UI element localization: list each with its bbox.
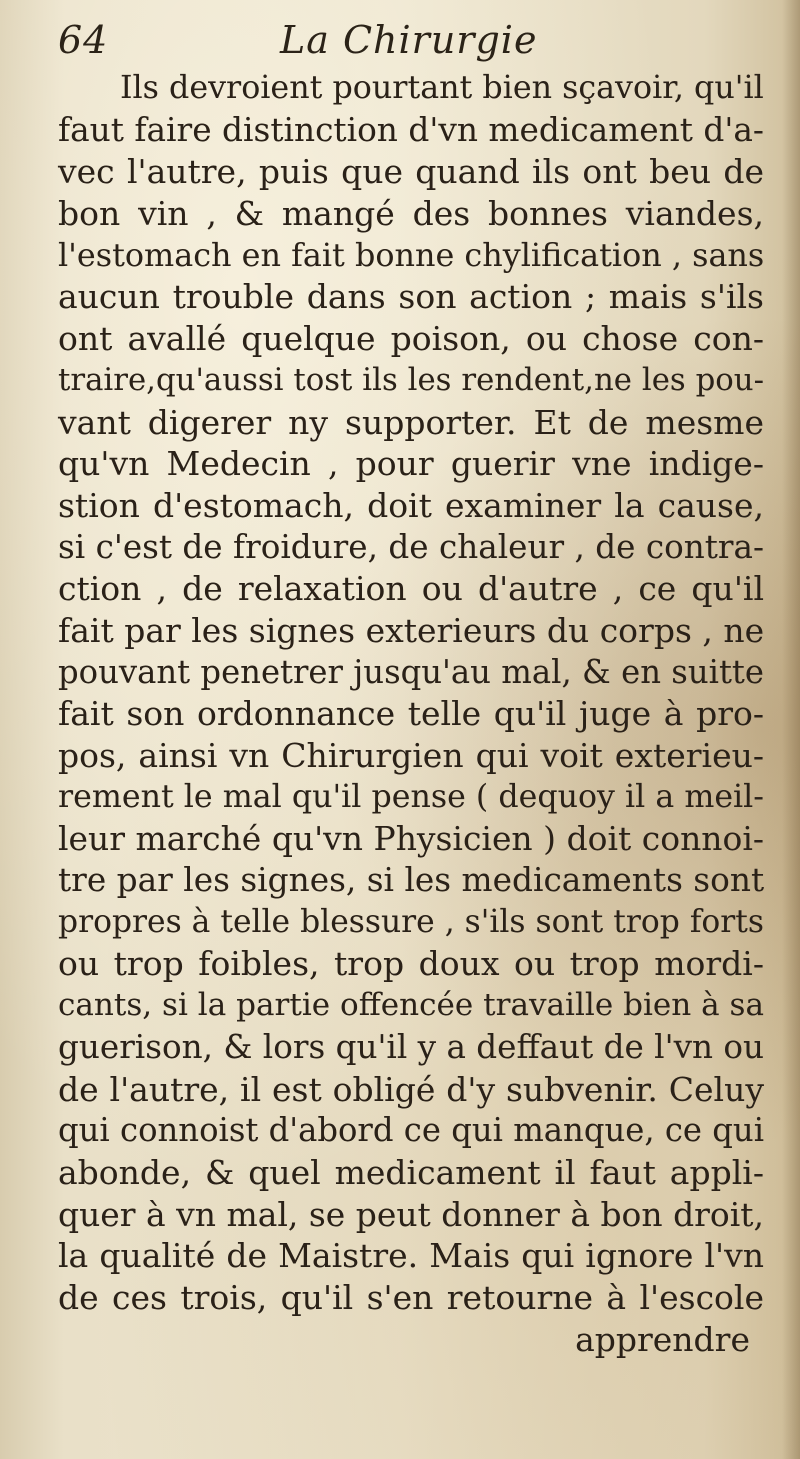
text-line: rement le mal qu'il pense ( dequoy il a meil-: [58, 778, 764, 815]
text-line: l'estomach en fait bonne chylification , sans: [58, 235, 765, 274]
text-line: fait son ordonnance telle qu'il juge à pro-: [58, 694, 764, 734]
text-line: vec l'autre, puis que quand ils ont beu de: [58, 152, 764, 192]
text-line: bon vin , & mangé des bonnes viandes,: [58, 194, 764, 234]
text-line: fait par les signes exterieurs du corps , ne: [58, 610, 765, 650]
text-line: ction , de relaxation ou d'autre , ce qu'il: [58, 569, 764, 609]
text-line: faut faire distinction d'vn medicament d'a-: [58, 110, 764, 149]
page-edge-shadow: [782, 0, 800, 1459]
page-number: 64: [58, 18, 109, 62]
text-line: cants, si la partie offencée travaille bien à sa: [58, 987, 764, 1024]
text-line: ont avallé quelque poison, ou chose con-: [58, 319, 764, 359]
running-title: La Chirurgie: [280, 18, 538, 62]
text-line: tre par les signes, si les medicaments sont: [58, 861, 765, 900]
text-line: vant digerer ny supporter. Et de mesme: [58, 402, 764, 442]
text-line: qui connoist d'abord ce qui manque, ce qui: [58, 1111, 765, 1150]
text-line: guerison, & lors qu'il y a deffaut de l'vn ou: [58, 1027, 765, 1066]
text-line: la qualité de Maistre. Mais qui ignore l'vn: [58, 1236, 764, 1276]
text-line: quer à vn mal, se peut donner à bon droit,: [58, 1194, 764, 1234]
text-line: pos, ainsi vn Chirurgien qui voit exterieu-: [58, 736, 764, 775]
text-line: aucun trouble dans son action ; mais s'ils: [58, 277, 764, 317]
text-line: traire,qu'aussi tost ils les rendent,ne les pou-: [58, 361, 764, 398]
body-text: [58, 68, 764, 1360]
text-line: propres à telle blessure , s'ils sont trop forts: [58, 903, 764, 940]
text-line: de ces trois, qu'il s'en retourne à l'escole: [58, 1277, 764, 1317]
text-line: de l'autre, il est obligé d'y subvenir. Celuy: [58, 1069, 764, 1109]
text-line: pouvant penetrer jusqu'au mal, & en suitte: [58, 652, 764, 691]
text-line: stion d'estomach, doit examiner la cause,: [58, 485, 764, 525]
catchword: apprendre: [575, 1319, 750, 1359]
text-line: qu'vn Medecin , pour guerir vne indige-: [58, 444, 764, 484]
text-line: abonde, & quel medicament il faut appli-: [58, 1152, 764, 1192]
text-line: si c'est de froidure, de chaleur , de contra-: [58, 527, 764, 566]
text-line: leur marché qu'vn Physicien ) doit connoi-: [58, 819, 764, 859]
text-line: ou trop foibles, trop doux ou trop mordi-: [58, 944, 764, 984]
text-line: Ils devroient pourtant bien sçavoir, qu'il: [120, 70, 764, 106]
